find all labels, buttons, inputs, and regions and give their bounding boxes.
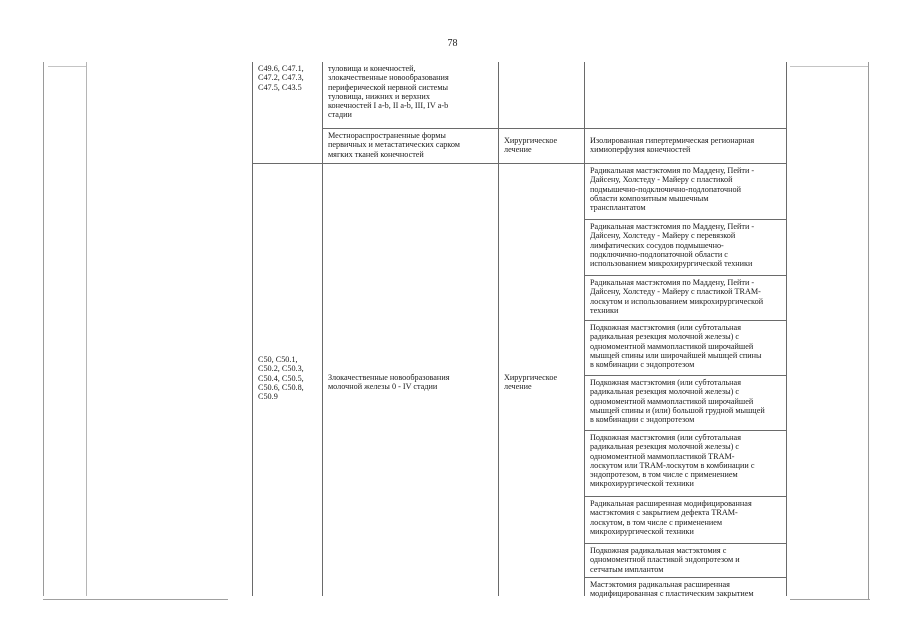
right-frame-line	[868, 62, 869, 600]
row-b-treatment	[504, 373, 557, 392]
method-line: мастэктомия с закрытием дефекта TRAM-	[590, 508, 738, 518]
code-line: C50.2, C50.3,	[258, 364, 304, 374]
method-line: одномоментной маммопластикой TRAM-	[590, 451, 735, 461]
diagnosis-line: периферической нервной системы	[328, 82, 449, 92]
surgery-method	[590, 546, 740, 574]
row-a-diagnosis	[328, 64, 449, 120]
surgery-method	[590, 499, 752, 536]
method-line: области композитным мышечным	[590, 193, 709, 203]
method-line: мышцей спины и (или) большой грудной мышцей	[590, 405, 765, 415]
right-margin-tick	[790, 66, 868, 67]
method-line: радикальная резекция молочной железы) с	[590, 442, 740, 452]
surgery-method	[590, 166, 754, 212]
method-line: эндопротезом, в том числе с применением	[590, 470, 738, 480]
code-line: C47.5, C43.5	[258, 82, 302, 92]
code-line: C47.2, C47.3,	[258, 73, 304, 83]
surgery-method	[590, 278, 763, 315]
diagnosis-line: Местнораспространенные формы	[328, 131, 446, 140]
row-b-diagnosis	[328, 373, 449, 392]
method-line: одномоментной маммопластикой широчайшей	[590, 396, 754, 406]
diagnosis-line: Злокачественные новообразования	[328, 373, 450, 382]
treatment-line: лечение	[504, 382, 532, 392]
bottom-rule-left	[43, 599, 228, 600]
method-line: Подкожная мастэктомия (или субтотальная	[590, 378, 741, 387]
method-line: лоскутом и использованием микрохирургической	[590, 296, 764, 306]
method-line: лоскутом, в том числе с применением	[590, 517, 723, 527]
code-line: C50.6, C50.8,	[258, 382, 304, 392]
diagnosis-line: первичных и метастатических сарком	[328, 140, 460, 150]
method-line: микрохирургической техники	[590, 526, 694, 536]
method-line: одномоментной пластикой эндопротезом и	[590, 555, 740, 565]
treatment-line: лечение	[504, 145, 532, 155]
method-line: одномоментной маммопластикой широчайшей	[590, 341, 754, 351]
diagnosis-line: стадии	[328, 110, 352, 120]
row-a-codes	[258, 64, 304, 92]
method-line: лоскутом или TRAM-лоскутом в комбинации с	[590, 460, 755, 470]
diagnosis-line: мягких тканей конечностей	[328, 149, 424, 159]
row-a-method	[590, 136, 754, 155]
page-number: 78	[447, 38, 458, 49]
method-line: Мастэктомия радикальная расширенная	[590, 580, 730, 589]
code-line: C50.4, C50.5,	[258, 373, 304, 383]
method-line: сетчатым имплантом	[590, 564, 664, 574]
method-line: Радикальная мастэктомия по Маддену, Пейти -	[590, 222, 755, 231]
left-margin-tick	[48, 66, 86, 67]
code-line: C50, C50.1,	[258, 355, 298, 364]
surgery-method	[590, 323, 762, 369]
treatment-line: Хирургическое	[504, 373, 558, 382]
method-line: лимфатических сосудов подмышечно-	[590, 240, 724, 250]
surgery-method	[590, 222, 754, 268]
method-line: Дайсену, Холстеду - Майеру с пластикой	[590, 175, 733, 185]
method-line: Подкожная радикальная мастэктомия с	[590, 546, 727, 555]
method-line: трансплантатом	[590, 203, 646, 213]
method-line: Радикальная мастэктомия по Маддену, Пейти -	[590, 166, 755, 175]
diagnosis-line: конечностей I a-b, II a-b, III, IV a-b	[328, 101, 449, 111]
method-line: микрохирургической техники	[590, 479, 694, 489]
surgery-method	[590, 580, 754, 599]
surgery-method	[590, 378, 765, 424]
method-line: подключично-подлопаточной области с	[590, 249, 728, 259]
code-line: C49.6, C47.1,	[258, 64, 304, 73]
row-a-treatment	[504, 136, 557, 155]
method-line: радикальная резекция молочной железы) с	[590, 332, 740, 342]
row-b-codes	[258, 355, 304, 401]
method-line: мышцей спины или широчайшей мышцей спины	[590, 350, 762, 360]
method-line: радикальная резекция молочной железы) с	[590, 387, 740, 397]
diagnosis-line: туловища и конечностей,	[328, 64, 416, 73]
diagnosis-line: молочной железы 0 - IV стадии	[328, 382, 438, 392]
method-line: подмышечно-подключично-подлопаточной	[590, 184, 741, 194]
method-line: использованием микрохирургической техники	[590, 259, 753, 269]
method-line: Радикальная мастэктомия по Маддену, Пейти -	[590, 278, 755, 287]
treatment-line: Хирургическое	[504, 136, 558, 145]
surgery-method	[590, 433, 754, 489]
method-line: Дайсену, Холстеду - Майеру с пластикой TRAM-	[590, 287, 761, 297]
method-line: Изолированная гипертермическая регионарная	[590, 136, 755, 145]
method-line: в комбинации с эндопротезом	[590, 415, 695, 425]
method-line: Радикальная расширенная модифицированная	[590, 499, 752, 508]
diagnosis-line: туловища, нижних и верхних	[328, 91, 430, 101]
method-line: химиоперфузия конечностей	[590, 145, 691, 155]
left-frame-line-inner	[86, 62, 87, 596]
method-line: Подкожная мастэктомия (или субтотальная	[590, 433, 741, 442]
method-line: Дайсену, Холстеду - Майеру с перевязкой	[590, 231, 736, 241]
method-line: техники	[590, 305, 619, 315]
method-line: модифицированная с пластическим закрытием	[590, 589, 754, 599]
method-line: в комбинации с эндопротезом	[590, 360, 695, 370]
left-frame-line	[43, 62, 44, 596]
row-a-diagnosis-local	[328, 131, 460, 159]
code-line: C50.9	[258, 392, 278, 402]
method-line: Подкожная мастэктомия (или субтотальная	[590, 323, 741, 332]
diagnosis-line: злокачественные новообразования	[328, 73, 449, 83]
bottom-rule-right	[790, 599, 870, 600]
